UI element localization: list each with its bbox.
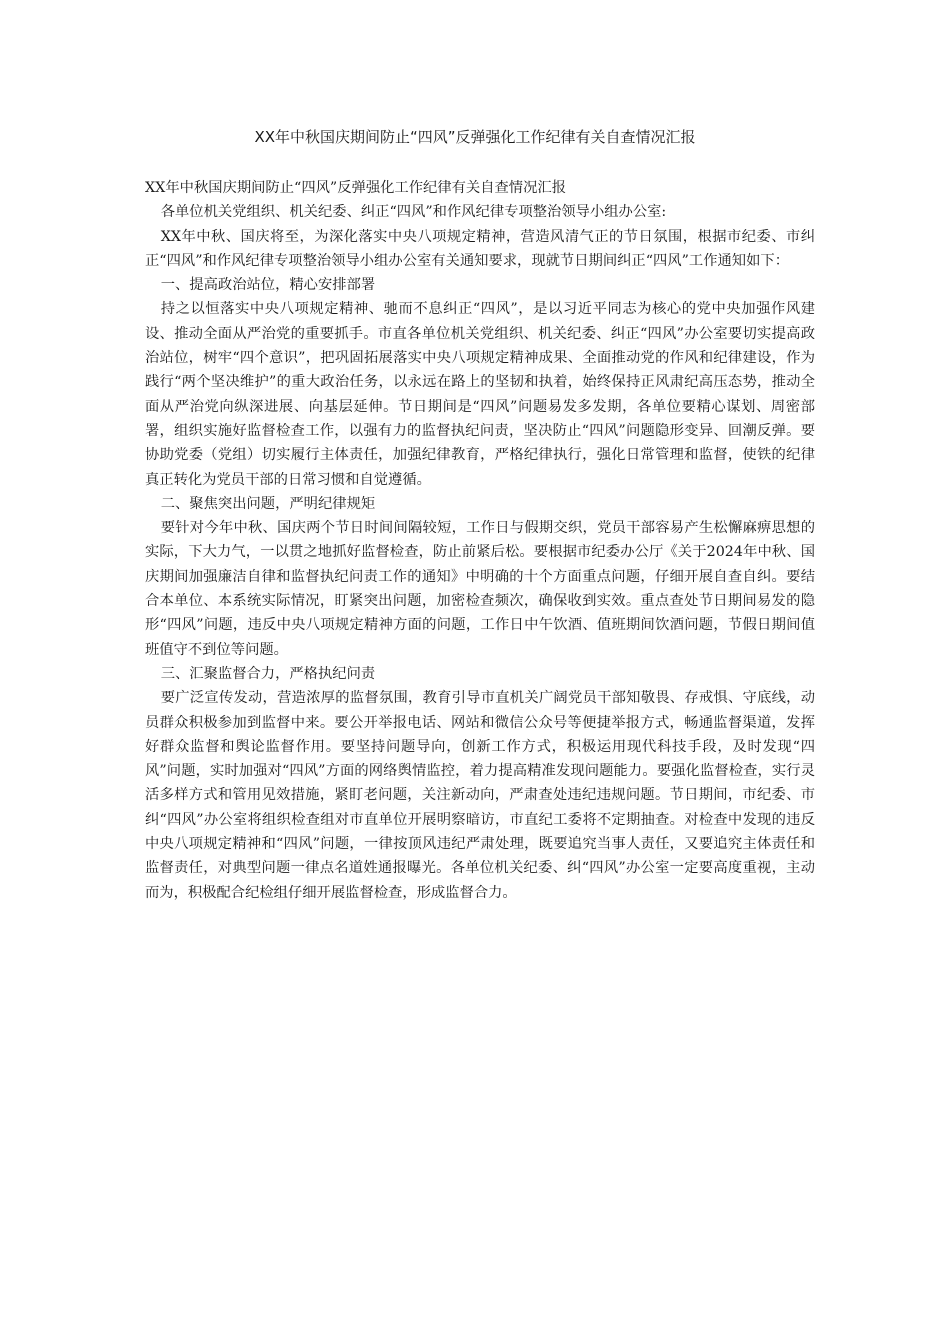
document-title: XX年中秋国庆期间防止“四风”反弹强化工作纪律有关自查情况汇报	[254, 128, 696, 146]
section-heading-3: 三、汇聚监督合力，严格执纪问责	[160, 665, 376, 682]
section-heading-2: 二、聚焦突出问题，严明纪律规矩	[160, 495, 376, 512]
paragraph-section-3: 要广泛宣传发动，营造浓厚的监督氛围，教育引导市直机关广阔党员干部知敬畏、存戒惧、守底线，动员群众积极参加到监督中来。要公开举报电话、网站和微信公众号等便捷举报方式，畅通监督渠道，发挥好群众监督和舆论监督作用。要坚持问题导向，创新工作方式，积极运用现代科技手段，及时发现“四风”问题，实时加强对“四风”方面的网络舆情监控，着力提高精准发现问题能力。要强化监督检查，实行灵活多样方式和管用见效措施，紧盯老问题，关注新动向，严肃查处违纪违规问题。节日期间，市纪委、市纠“四风”办公室将组织检查组对市直单位开展明察暗访，市直纪工委将不定期抽查。对检查中发现的违反中央八项规定精神和“四风”问题，一律按顶风违纪严肃处理，既要追究当事人责任，又要追究主体责任和监督责任，对典型问题一律点名道姓通报曝光。各单位机关纪委、纠“四风”办公室一定要高度重视，主动而为，积极配合纪检组仔细开展监督检查，形成监督合力。	[145, 690, 815, 901]
section-heading-1: 一、提高政治站位，精心安排部署	[160, 277, 376, 294]
paragraph-section-2: 要针对今年中秋、国庆两个节日时间间隔较短，工作日与假期交织，党员干部容易产生松懈麻痹思想的实际，下大力气，一以贯之地抓好监督检查，防止前紧后松。要根据市纪委办公厅《关于2024年中秋、国庆期间加强廉洁自律和监督执纪问责工作的通知》中明确的十个方面重点问题，仔细开展自查自纠。要结合本单位、本系统实际情况，盯紧突出问题，加密检查频次，确保收到实效。重点查处节日期间易发的隐形“四风”问题，违反中央八项规定精神方面的问题，工作日中午饮酒、值班期间饮酒问题，节假日期间值班值守不到位等问题。	[145, 520, 815, 658]
document-body	[145, 176, 815, 905]
paragraph-section-1: 持之以恒落实中央八项规定精神、驰而不息纠正“四风”，是以习近平同志为核心的党中央加强作风建设、推动全面从严治党的重要抓手。市直各单位机关党组织、机关纪委、纠正“四风”办公室要切实提高政治站位，树牢“四个意识”，把巩固拓展落实中央八项规定精神成果、全面推动党的作风和纪律建设，作为践行“两个坚决维护”的重大政治任务，以永远在路上的坚韧和执着，始终保持正风肃纪高压态势，推动全面从严治党向纵深进展、向基层延伸。节日期间是“四风”问题易发多发期，各单位要精心谋划、周密部署，组织实施好监督检查工作，以强有力的监督执纪问责，坚决防止“四风”问题隐形变异、回潮反弹。要协助党委（党组）切实履行主体责任，加强纪律教育，严格纪律执行，强化日常管理和监督，使铁的纪律真正转化为党员干部的日常习惯和自觉遵循。	[145, 301, 815, 488]
paragraph-salutation: 各单位机关党组织、机关纪委、纠正“四风”和作风纪律专项整治领导小组办公室:	[160, 204, 667, 221]
paragraph-heading-repeat: XX年中秋国庆期间防止“四风”反弹强化工作纪律有关自查情况汇报	[145, 180, 566, 196]
paragraph-intro: XX年中秋、国庆将至，为深化落实中央八项规定精神，营造风清气正的节日氛围，根据市纪委、市纠正“四风”和作风纪律专项整治领导小组办公室有关通知要求，现就节日期间纠正“四风”工作通知如下：	[145, 228, 815, 269]
